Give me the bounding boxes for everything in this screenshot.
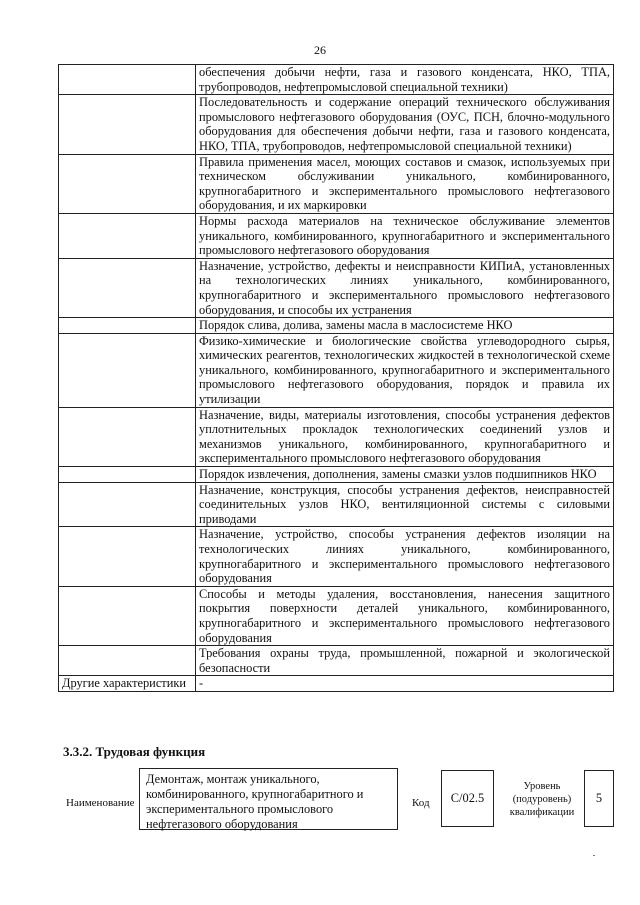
table-cell-text: Нормы расхода материалов на техническое обслуживание элементов уникального, комбинированного, крупногабаритного и экспериментального промыслового нефтегазового оборудования: [196, 213, 614, 258]
table-cell-label: [59, 65, 196, 95]
table-row: [59, 482, 614, 527]
table-cell-text: Последовательность и содержание операций технического обслуживания промыслового нефтегазового оборудования (ОУС, ПСН, блочно-модульного оборудования для обеспечения добычи нефти, газа и газового конденсата, НКО, ТПА, трубопроводов, нефтепромысловой специальной техники): [196, 95, 614, 154]
qualification-level-box: 5: [584, 770, 614, 827]
table-row: [59, 154, 614, 213]
code-label: Код: [412, 797, 430, 809]
table-row: [59, 527, 614, 586]
function-name-box: Демонтаж, монтаж уникального, комбинированного, крупногабаритного и экспериментального промыслового нефтегазового оборудования: [139, 768, 398, 830]
table-cell-text: Порядок слива, долива, замены масла в маслосистеме НКО: [196, 318, 614, 334]
table-row: [59, 676, 614, 692]
table-cell-text: Требования охраны труда, промышленной, пожарной и экологической безопасности: [196, 646, 614, 676]
table-cell-label: [59, 95, 196, 154]
table-row: [59, 95, 614, 154]
table-cell-label: [59, 527, 196, 586]
table-cell-label: Другие характеристики: [59, 676, 196, 692]
table-cell-label: [59, 258, 196, 317]
table-cell-label: [59, 318, 196, 334]
table-cell-label: [59, 586, 196, 645]
table-cell-text: Физико-химические и биологические свойства углеводородного сырья, химических реагентов, технологических жидкостей в технологической схеме уникального, комбинированного, крупногабаритного и экспериментального промыслового нефтегазового оборудования, порядок и правила их утилизации: [196, 333, 614, 407]
table-cell-text: обеспечения добычи нефти, газа и газового конденсата, НКО, ТПА, трубопроводов, нефтепромысловой специальной техники): [196, 65, 614, 95]
scan-mark: [593, 855, 595, 856]
table-row: [59, 65, 614, 95]
table-cell-label: [59, 213, 196, 258]
page-number: 26: [314, 43, 326, 57]
table-row: [59, 318, 614, 334]
table-cell-label: [59, 482, 196, 527]
section-heading: 3.3.2. Трудовая функция: [63, 744, 206, 759]
table-cell-label: [59, 154, 196, 213]
function-code-box: C/02.5: [441, 770, 494, 827]
table-cell-label: [59, 333, 196, 407]
table-cell-label: [59, 646, 196, 676]
table-row: [59, 407, 614, 466]
table-row: [59, 586, 614, 645]
qualification-level-label: Уровень (подуровень) квалификации: [509, 781, 575, 818]
table-cell-text: Назначение, виды, материалы изготовления, способы устранения дефектов уплотнительных прокладок технологических соединений узлов и механизмов уникального, комбинированного, крупногабаритного и экспериментального промыслового нефтегазового оборудования: [196, 407, 614, 466]
table-row: [59, 467, 614, 483]
name-label: Наименование: [66, 797, 135, 809]
table-cell-text: Назначение, устройство, способы устранения дефектов изоляции на технологических линиях уникального, комбинированного, крупногабаритного и экспериментального промыслового нефтегазового оборудования: [196, 527, 614, 586]
table-row: [59, 258, 614, 317]
table-row: [59, 213, 614, 258]
table-cell-text: Порядок извлечения, дополнения, замены смазки узлов подшипников НКО: [196, 467, 614, 483]
table-cell-label: [59, 467, 196, 483]
table-cell-text: Правила применения масел, моющих составов и смазок, используемых при техническом обслуживании уникального, комбинированного, крупногабаритного и экспериментального промыслового нефтегазового оборудования, и их маркировки: [196, 154, 614, 213]
table-cell-text: -: [196, 676, 614, 692]
table-cell-text: Назначение, конструкция, способы устранения дефектов, неисправностей соединительных узлов НКО, вентиляционной системы с силовыми приводами: [196, 482, 614, 527]
table-cell-text: Способы и методы удаления, восстановления, нанесения защитного покрытия поверхности деталей уникального, комбинированного, крупногабаритного и экспериментального промыслового нефтегазового оборудования: [196, 586, 614, 645]
table-cell-label: [59, 407, 196, 466]
table-row: [59, 333, 614, 407]
table-cell-text: Назначение, устройство, дефекты и неисправности КИПиА, установленных на технологических линиях уникального, комбинированного, крупногабаритного и экспериментального промыслового нефтегазового оборудования, и способы их устранения: [196, 258, 614, 317]
table-row: [59, 646, 614, 676]
requirements-table: [58, 64, 614, 692]
